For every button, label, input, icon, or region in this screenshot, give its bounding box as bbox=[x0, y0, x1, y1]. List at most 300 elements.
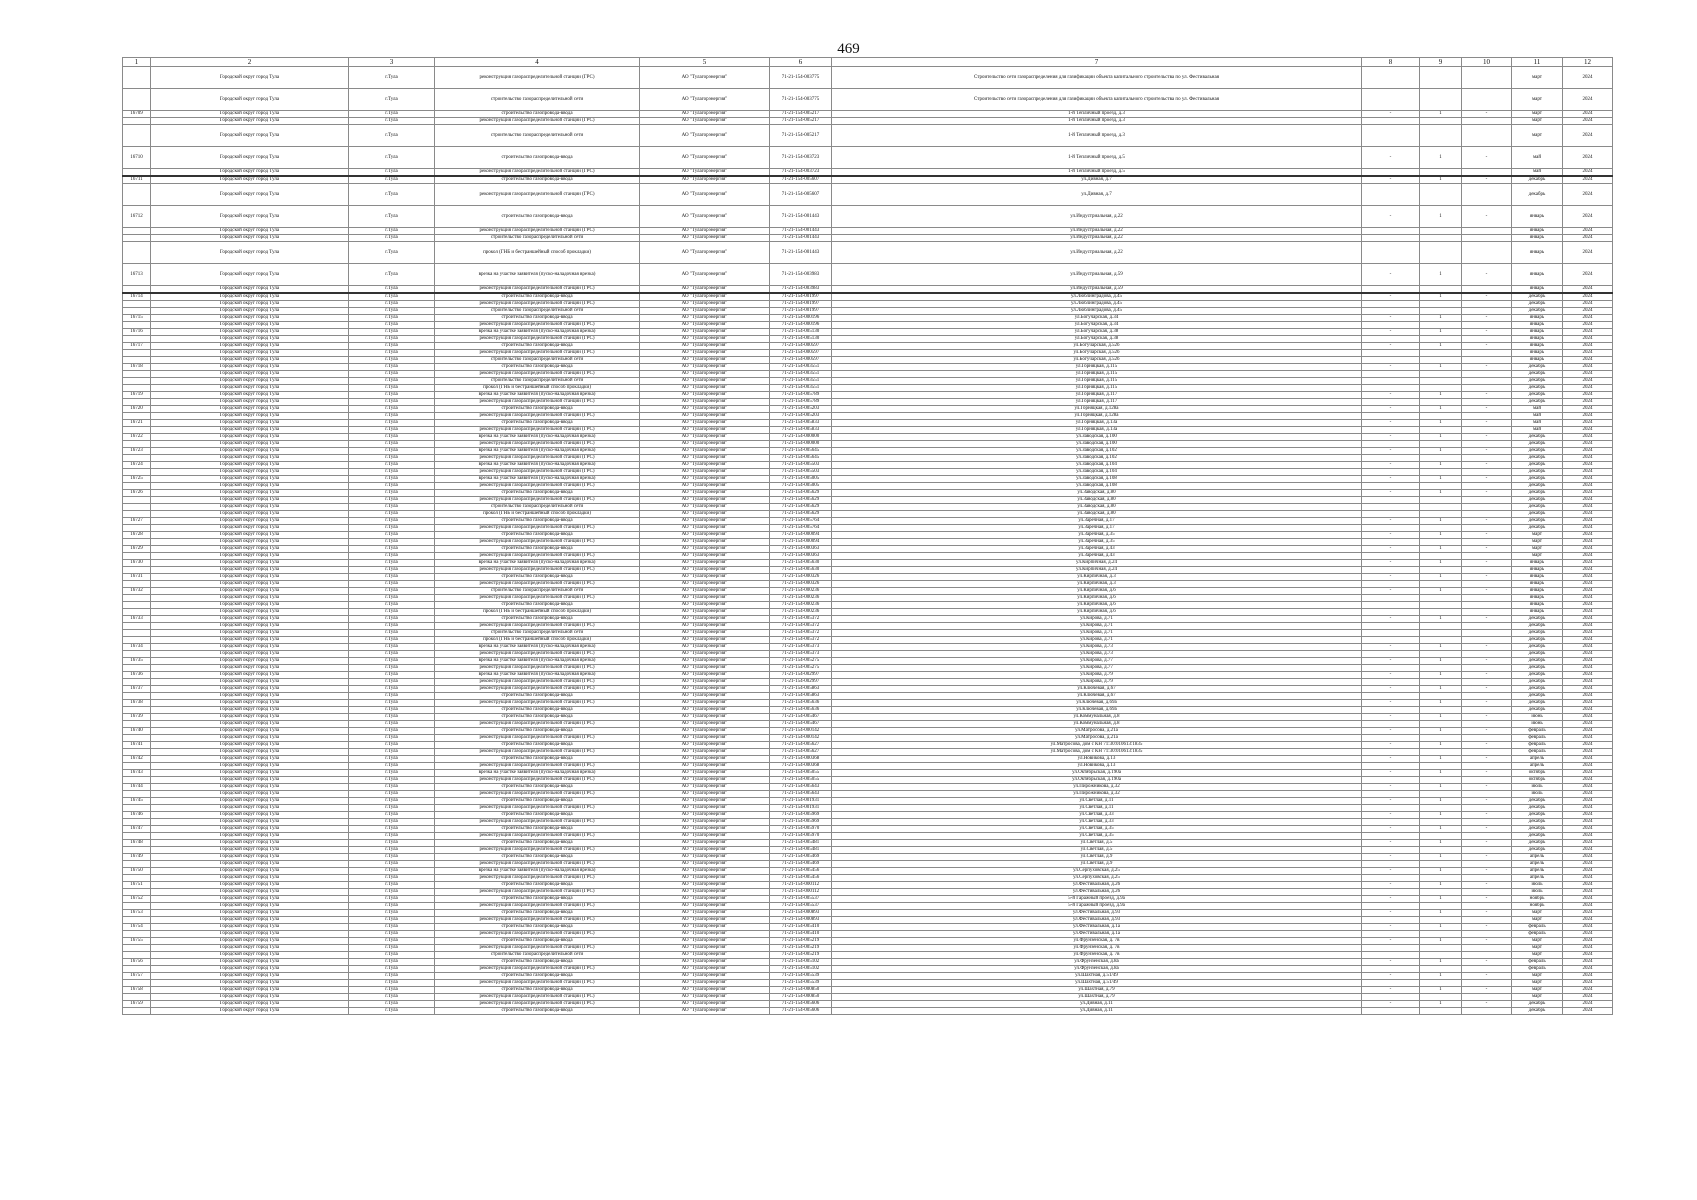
table-cell: 16736 bbox=[123, 672, 151, 679]
table-cell bbox=[1362, 847, 1420, 854]
table-cell: Городской округ город Тула bbox=[151, 264, 349, 286]
table-cell: - bbox=[1362, 532, 1420, 539]
table-cell: 71-21-154-000326 bbox=[770, 574, 832, 581]
table-cell bbox=[1462, 679, 1512, 686]
table-row bbox=[123, 735, 1613, 742]
table-cell: г.Тула bbox=[349, 994, 435, 1001]
table-cell: 16756 bbox=[123, 959, 151, 966]
table-cell: 71-21-154-005969 bbox=[770, 819, 832, 826]
table-cell: 1 bbox=[1420, 462, 1462, 469]
table-cell: 2024 bbox=[1563, 728, 1613, 735]
table-cell bbox=[123, 67, 151, 89]
table-cell: АО "Тулагорэнергия" bbox=[640, 567, 770, 574]
table-cell: Городской округ город Тула bbox=[151, 511, 349, 518]
table-cell bbox=[1462, 286, 1512, 294]
table-cell: г.Тула bbox=[349, 176, 435, 184]
table-cell bbox=[1462, 553, 1512, 560]
table-cell: 1 bbox=[1420, 264, 1462, 286]
table-row bbox=[123, 973, 1613, 980]
table-cell: ул.Фестивальная, д.1а bbox=[832, 924, 1362, 931]
table-cell bbox=[1420, 735, 1462, 742]
table-cell: АО "Тулагорэнергия" bbox=[640, 854, 770, 861]
table-cell: 71-21-154-000326 bbox=[770, 581, 832, 588]
table-cell: строительство газораспределительной сети bbox=[435, 504, 640, 511]
table-cell: декабрь bbox=[1512, 686, 1563, 693]
table-cell: г.Тула bbox=[349, 588, 435, 595]
table-cell: 71-21-154-005863 bbox=[770, 686, 832, 693]
table-cell: январь bbox=[1512, 336, 1563, 343]
table-cell: Городской округ город Тула bbox=[151, 959, 349, 966]
table-cell: АО "Тулагорэнергия" bbox=[640, 861, 770, 868]
table-cell: ул.Кирова, д.71 bbox=[832, 616, 1362, 623]
table-cell: строительство газопровода-ввода bbox=[435, 616, 640, 623]
table-cell: 1 bbox=[1420, 770, 1462, 777]
register-sheet bbox=[122, 57, 1612, 1015]
table-cell: г.Тула bbox=[349, 980, 435, 987]
table-cell: 16712 bbox=[123, 206, 151, 228]
table-cell: врезка на участке заявителя (пуско-наладочная врезка) bbox=[435, 462, 640, 469]
table-cell: - bbox=[1362, 742, 1420, 749]
table-cell: Городской округ город Тула bbox=[151, 588, 349, 595]
table-cell: АО "Тулагорэнергия" bbox=[640, 763, 770, 770]
table-cell: Городской округ город Тула bbox=[151, 539, 349, 546]
table-cell: апрель bbox=[1512, 763, 1563, 770]
table-cell: г.Тула bbox=[349, 469, 435, 476]
table-cell bbox=[1462, 966, 1512, 973]
table-cell: 1 bbox=[1420, 938, 1462, 945]
table-cell: - bbox=[1462, 364, 1512, 371]
table-cell: 2024 bbox=[1563, 560, 1613, 567]
table-cell: 1 bbox=[1420, 406, 1462, 413]
table-cell: г.Тула bbox=[349, 924, 435, 931]
table-cell: Городской округ город Тула bbox=[151, 973, 349, 980]
table-row bbox=[123, 959, 1613, 966]
table-cell bbox=[1362, 581, 1420, 588]
table-cell: декабрь bbox=[1512, 1008, 1563, 1015]
table-cell: 71-21-154-003775 bbox=[770, 67, 832, 89]
table-cell: Городской округ город Тула bbox=[151, 861, 349, 868]
table-cell: 1 bbox=[1420, 672, 1462, 679]
table-cell: реконструкция газораспределительной станции (ГРС) bbox=[435, 595, 640, 602]
table-cell bbox=[1362, 322, 1420, 329]
table-cell: Городской округ город Тула bbox=[151, 777, 349, 784]
table-cell: - bbox=[1362, 462, 1420, 469]
table-cell bbox=[1420, 819, 1462, 826]
table-cell: 16730 bbox=[123, 560, 151, 567]
table-cell: 16732 bbox=[123, 588, 151, 595]
table-cell: май bbox=[1512, 413, 1563, 420]
table-cell: г.Тула bbox=[349, 235, 435, 242]
table-cell bbox=[1462, 602, 1512, 609]
table-cell: ул.Коммунальная, д.8 bbox=[832, 721, 1362, 728]
table-cell: АО "Тулагорэнергия" bbox=[640, 784, 770, 791]
table-row bbox=[123, 742, 1613, 749]
table-cell: АО "Тулагорэнергия" bbox=[640, 371, 770, 378]
table-cell: 16758 bbox=[123, 987, 151, 994]
table-cell: Городской округ город Тула bbox=[151, 111, 349, 118]
table-cell: АО "Тулагорэнергия" bbox=[640, 686, 770, 693]
table-cell bbox=[1462, 1008, 1512, 1015]
table-cell bbox=[1420, 651, 1462, 658]
table-cell: АО "Тулагорэнергия" bbox=[640, 749, 770, 756]
table-cell: 1-й Тепличный проезд, д.3 bbox=[832, 111, 1362, 118]
table-cell bbox=[1462, 693, 1512, 700]
table-row bbox=[123, 504, 1613, 511]
table-cell: 1-й Тепличный проезд, д.5 bbox=[832, 147, 1362, 169]
table-row bbox=[123, 539, 1613, 546]
table-cell: АО "Тулагорэнергия" bbox=[640, 791, 770, 798]
table-cell: ул.Заводская, д.108 bbox=[832, 476, 1362, 483]
table-cell: г.Тула bbox=[349, 322, 435, 329]
table-cell bbox=[1420, 67, 1462, 89]
table-cell: АО "Тулагорэнергия" bbox=[640, 206, 770, 228]
table-cell: - bbox=[1462, 560, 1512, 567]
table-row bbox=[123, 392, 1613, 399]
table-cell bbox=[1362, 301, 1420, 308]
table-cell bbox=[1462, 184, 1512, 206]
table-cell: декабрь bbox=[1512, 469, 1563, 476]
table-cell: 71-21-154-000236 bbox=[770, 602, 832, 609]
table-cell: Городской округ город Тула bbox=[151, 399, 349, 406]
table-cell: 1 bbox=[1420, 728, 1462, 735]
table-cell: ул.Заводская, д.108 bbox=[832, 483, 1362, 490]
table-cell bbox=[1420, 623, 1462, 630]
table-cell: г.Тула bbox=[349, 931, 435, 938]
table-cell: АО "Тулагорэнергия" bbox=[640, 798, 770, 805]
table-cell: - bbox=[1462, 714, 1512, 721]
table-cell: 1 bbox=[1420, 1001, 1462, 1008]
table-cell: Городской округ город Тула bbox=[151, 462, 349, 469]
table-row bbox=[123, 714, 1613, 721]
table-cell: АО "Тулагорэнергия" bbox=[640, 469, 770, 476]
table-cell: 16727 bbox=[123, 518, 151, 525]
table-cell: ул.Индустриальная, д.59 bbox=[832, 264, 1362, 286]
table-cell: АО "Тулагорэнергия" bbox=[640, 875, 770, 882]
table-cell: Городской округ город Тула bbox=[151, 581, 349, 588]
table-cell: АО "Тулагорэнергия" bbox=[640, 952, 770, 959]
table-cell: декабрь bbox=[1512, 651, 1563, 658]
table-cell: 1 bbox=[1420, 686, 1462, 693]
table-cell: Городской округ город Тула bbox=[151, 420, 349, 427]
table-cell: 71-21-154-000363 bbox=[770, 553, 832, 560]
table-cell: 1 bbox=[1420, 987, 1462, 994]
table-cell: 1 bbox=[1420, 329, 1462, 336]
table-cell: ул.Люблинградова, д.45 bbox=[832, 293, 1362, 301]
table-cell: декабрь bbox=[1512, 371, 1563, 378]
table-cell: г.Тула bbox=[349, 917, 435, 924]
table-cell: декабрь bbox=[1512, 798, 1563, 805]
table-cell: ул.Кирова, д.77 bbox=[832, 658, 1362, 665]
table-cell: - bbox=[1462, 770, 1512, 777]
table-cell: январь bbox=[1512, 567, 1563, 574]
table-cell: врезка на участке заявителя (пуско-наладочная врезка) bbox=[435, 434, 640, 441]
table-cell: Городской округ город Тула bbox=[151, 176, 349, 184]
table-cell: - bbox=[1462, 938, 1512, 945]
table-row bbox=[123, 490, 1613, 497]
table-cell: ул.Богучарская, д.52б bbox=[832, 357, 1362, 364]
table-cell bbox=[123, 455, 151, 462]
table-row bbox=[123, 574, 1613, 581]
table-row bbox=[123, 118, 1613, 125]
table-cell: - bbox=[1362, 406, 1420, 413]
table-cell: реконструкция газораспределительной станции (ГРС) bbox=[435, 651, 640, 658]
table-cell: июнь bbox=[1512, 714, 1563, 721]
table-cell: Городской округ город Тула bbox=[151, 623, 349, 630]
table-cell bbox=[123, 371, 151, 378]
table-cell: г.Тула bbox=[349, 546, 435, 553]
table-row bbox=[123, 176, 1613, 184]
table-cell bbox=[123, 637, 151, 644]
table-cell: 1 bbox=[1420, 448, 1462, 455]
table-cell: декабрь bbox=[1512, 679, 1563, 686]
table-cell: 71-21-154-005643 bbox=[770, 784, 832, 791]
table-cell: 2024 bbox=[1563, 847, 1613, 854]
table-cell: 16715 bbox=[123, 315, 151, 322]
table-cell bbox=[1362, 791, 1420, 798]
table-cell bbox=[1462, 623, 1512, 630]
table-cell: - bbox=[1462, 700, 1512, 707]
table-cell: Городской округ город Тула bbox=[151, 546, 349, 553]
table-cell: г.Тула bbox=[349, 111, 435, 118]
table-row bbox=[123, 308, 1613, 315]
table-cell: ул.Дивная, д.7 bbox=[832, 184, 1362, 206]
table-cell: АО "Тулагорэнергия" bbox=[640, 242, 770, 264]
table-cell: июль bbox=[1512, 889, 1563, 896]
table-cell bbox=[1362, 308, 1420, 315]
table-cell bbox=[1420, 336, 1462, 343]
table-cell bbox=[1420, 308, 1462, 315]
table-cell: - bbox=[1362, 959, 1420, 966]
table-cell: декабрь bbox=[1512, 497, 1563, 504]
table-cell: 2024 bbox=[1563, 763, 1613, 770]
table-cell: декабрь bbox=[1512, 184, 1563, 206]
table-cell: 1 bbox=[1420, 959, 1462, 966]
table-row bbox=[123, 427, 1613, 434]
table-cell: г.Тула bbox=[349, 903, 435, 910]
table-cell: 71-21-154-005539 bbox=[770, 980, 832, 987]
table-cell: ул.Индустриальная, д.22 bbox=[832, 228, 1362, 235]
table-cell: г.Тула bbox=[349, 623, 435, 630]
table-cell: реконструкция газораспределительной станции (ГРС) bbox=[435, 931, 640, 938]
table-cell: реконструкция газораспределительной станции (ГРС) bbox=[435, 184, 640, 206]
table-cell bbox=[123, 735, 151, 742]
table-cell: 2024 bbox=[1563, 343, 1613, 350]
table-cell: - bbox=[1362, 176, 1420, 184]
table-cell bbox=[1462, 630, 1512, 637]
table-cell bbox=[1420, 525, 1462, 532]
table-cell: строительство газопровода-ввода bbox=[435, 420, 640, 427]
table-cell: Городской округ город Тула bbox=[151, 378, 349, 385]
table-cell: 1 bbox=[1420, 826, 1462, 833]
table-row bbox=[123, 679, 1613, 686]
table-cell: 1 bbox=[1420, 756, 1462, 763]
table-cell: Городской округ город Тула bbox=[151, 483, 349, 490]
table-cell: Городской округ город Тула bbox=[151, 819, 349, 826]
table-row bbox=[123, 966, 1613, 973]
table-cell: АО "Тулагорэнергия" bbox=[640, 111, 770, 118]
table-cell: 2024 bbox=[1563, 476, 1613, 483]
table-cell: г.Тула bbox=[349, 700, 435, 707]
table-cell bbox=[1462, 931, 1512, 938]
table-cell: 2024 bbox=[1563, 931, 1613, 938]
table-cell: реконструкция газораспределительной станции (ГРС) bbox=[435, 819, 640, 826]
table-cell: ул.Фестивальная, д.1а bbox=[832, 931, 1362, 938]
table-cell: декабрь bbox=[1512, 644, 1563, 651]
table-cell: ул.Кирова, д.79 bbox=[832, 679, 1362, 686]
table-cell: АО "Тулагорэнергия" bbox=[640, 184, 770, 206]
table-cell: - bbox=[1362, 700, 1420, 707]
table-cell bbox=[1420, 875, 1462, 882]
table-cell: ул.Кирова, д.73 bbox=[832, 644, 1362, 651]
table-cell: декабрь bbox=[1512, 826, 1563, 833]
table-cell: март bbox=[1512, 111, 1563, 118]
table-cell: г.Тула bbox=[349, 952, 435, 959]
table-row bbox=[123, 602, 1613, 609]
table-cell: - bbox=[1462, 293, 1512, 301]
table-cell: Строительство сети газораспределения для газификации объекта капитального строительства по ул. Фестивальная bbox=[832, 89, 1362, 111]
table-cell: - bbox=[1362, 616, 1420, 623]
table-cell: реконструкция газораспределительной станции (ГРС) bbox=[435, 721, 640, 728]
table-cell: г.Тула bbox=[349, 434, 435, 441]
table-row bbox=[123, 350, 1613, 357]
table-cell bbox=[1462, 665, 1512, 672]
table-cell: АО "Тулагорэнергия" bbox=[640, 343, 770, 350]
table-cell: прокол (ГНБ и бестраншейный способ прокладки) bbox=[435, 242, 640, 264]
table-cell bbox=[1462, 994, 1512, 1001]
table-cell bbox=[123, 889, 151, 896]
table-cell: декабрь bbox=[1512, 441, 1563, 448]
table-cell: 2024 bbox=[1563, 910, 1613, 917]
table-cell bbox=[1362, 378, 1420, 385]
table-cell: ул.Заводская, д.80 bbox=[832, 511, 1362, 518]
table-cell: Городской округ город Тула bbox=[151, 315, 349, 322]
table-cell: - bbox=[1362, 420, 1420, 427]
table-cell: 71-21-154-005537 bbox=[770, 896, 832, 903]
table-cell: Городской округ город Тула bbox=[151, 987, 349, 994]
table-cell: 71-21-154-005606 bbox=[770, 1008, 832, 1015]
table-cell: ул.Кирпичная, д.6 bbox=[832, 588, 1362, 595]
table-cell: Городской округ город Тула bbox=[151, 728, 349, 735]
table-cell: АО "Тулагорэнергия" bbox=[640, 679, 770, 686]
table-cell: ул.Горняцкая, д.117 bbox=[832, 399, 1362, 406]
table-cell: ул.Серпуховская, д.25 bbox=[832, 875, 1362, 882]
table-cell: г.Тула bbox=[349, 497, 435, 504]
table-cell: март bbox=[1512, 952, 1563, 959]
table-cell: реконструкция газораспределительной станции (ГРС) bbox=[435, 350, 640, 357]
table-cell: строительство газораспределительной сети bbox=[435, 125, 640, 147]
table-cell: г.Тула bbox=[349, 742, 435, 749]
table-cell: Городской округ город Тула bbox=[151, 980, 349, 987]
table-cell bbox=[123, 749, 151, 756]
table-cell bbox=[1462, 749, 1512, 756]
table-row bbox=[123, 994, 1613, 1001]
table-cell: г.Тула bbox=[349, 875, 435, 882]
table-cell: январь bbox=[1512, 357, 1563, 364]
table-cell bbox=[123, 581, 151, 588]
table-cell: АО "Тулагорэнергия" bbox=[640, 847, 770, 854]
table-cell: 71-21-154-003983 bbox=[770, 264, 832, 286]
table-cell: Городской округ город Тула bbox=[151, 67, 349, 89]
table-row bbox=[123, 805, 1613, 812]
table-cell: 71-21-154-005833 bbox=[770, 420, 832, 427]
table-cell: строительство газопровода-ввода bbox=[435, 546, 640, 553]
table-cell: г.Тула bbox=[349, 169, 435, 177]
table-cell: апрель bbox=[1512, 756, 1563, 763]
table-cell bbox=[1362, 679, 1420, 686]
table-cell: АО "Тулагорэнергия" bbox=[640, 735, 770, 742]
table-cell bbox=[1362, 763, 1420, 770]
table-cell: реконструкция газораспределительной станции (ГРС) bbox=[435, 700, 640, 707]
table-cell: врезка на участке заявителя (пуско-наладочная врезка) bbox=[435, 392, 640, 399]
table-cell: 71-21-154-005481 bbox=[770, 847, 832, 854]
table-cell: строительство газопровода-ввода bbox=[435, 574, 640, 581]
table-cell bbox=[1462, 819, 1512, 826]
table-cell bbox=[1462, 235, 1512, 242]
table-cell: г.Тула bbox=[349, 511, 435, 518]
table-cell: реконструкция газораспределительной станции (ГРС) bbox=[435, 847, 640, 854]
table-cell: 71-21-154-001443 bbox=[770, 228, 832, 235]
table-cell: Городской округ город Тула bbox=[151, 364, 349, 371]
table-cell: 71-21-154-005219 bbox=[770, 945, 832, 952]
table-cell: март bbox=[1512, 917, 1563, 924]
table-cell: 71-21-154-005372 bbox=[770, 623, 832, 630]
table-cell bbox=[123, 1008, 151, 1015]
table-cell: г.Тула bbox=[349, 315, 435, 322]
table-cell: реконструкция газораспределительной станции (ГРС) bbox=[435, 371, 640, 378]
table-cell: 71-21-154-005005 bbox=[770, 483, 832, 490]
table-cell: 71-21-154-000000 bbox=[770, 441, 832, 448]
table-cell: - bbox=[1362, 973, 1420, 980]
table-cell: 2024 bbox=[1563, 868, 1613, 875]
table-cell: 71-21-154-003551 bbox=[770, 364, 832, 371]
table-row bbox=[123, 623, 1613, 630]
table-cell: 71-21-154-003551 bbox=[770, 371, 832, 378]
table-cell: АО "Тулагорэнергия" bbox=[640, 169, 770, 177]
table-cell: 1 bbox=[1420, 924, 1462, 931]
table-cell: ул.Горняцкая, д.115 bbox=[832, 371, 1362, 378]
table-row bbox=[123, 630, 1613, 637]
table-cell: строительство газораспределительной сети bbox=[435, 308, 640, 315]
table-cell bbox=[1462, 242, 1512, 264]
table-cell bbox=[1420, 903, 1462, 910]
table-cell: г.Тула bbox=[349, 228, 435, 235]
table-cell: декабрь bbox=[1512, 812, 1563, 819]
table-cell: 16755 bbox=[123, 938, 151, 945]
table-cell: январь bbox=[1512, 560, 1563, 567]
table-cell: февраль bbox=[1512, 931, 1563, 938]
table-cell: 1-й Тепличный проезд, д.3 bbox=[832, 118, 1362, 125]
table-cell: АО "Тулагорэнергия" bbox=[640, 385, 770, 392]
table-cell: 2024 bbox=[1563, 784, 1613, 791]
table-cell bbox=[1420, 504, 1462, 511]
table-cell bbox=[1362, 707, 1420, 714]
table-cell: 16735 bbox=[123, 658, 151, 665]
table-cell: АО "Тулагорэнергия" bbox=[640, 406, 770, 413]
table-cell bbox=[1462, 350, 1512, 357]
table-cell: 2024 bbox=[1563, 497, 1613, 504]
table-cell: 16746 bbox=[123, 812, 151, 819]
table-cell: 71-21-154-003551 bbox=[770, 378, 832, 385]
table-cell bbox=[1362, 371, 1420, 378]
table-cell: декабрь bbox=[1512, 476, 1563, 483]
table-cell: 71-21-154-005833 bbox=[770, 427, 832, 434]
table-cell: январь bbox=[1512, 588, 1563, 595]
table-cell bbox=[1420, 966, 1462, 973]
table-cell: 2024 bbox=[1563, 581, 1613, 588]
table-cell: Городской округ город Тула bbox=[151, 644, 349, 651]
table-cell bbox=[123, 184, 151, 206]
table-cell: АО "Тулагорэнергия" bbox=[640, 987, 770, 994]
